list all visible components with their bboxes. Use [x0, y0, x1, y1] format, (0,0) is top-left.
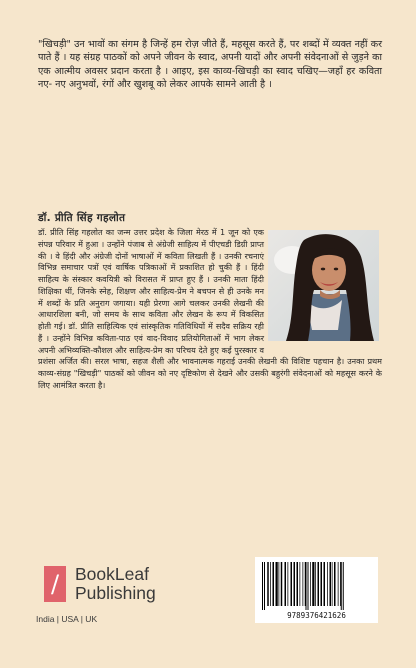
barcode: [255, 557, 378, 623]
author-bio: डॉ. प्रीति सिंह गहलोत का जन्म उत्तर प्रदेश के जिला मेरठ में 1 जून को एक संपन्न परिवार में हुआ । उन्होंने पंजाब से अंग्रेजी साहित्य में पीएचडी डिग्री प्राप्त की । वे हिंदी और अंग्रेजी दोनों भाषाओं में कविता लिखती हैं । उनकी रचनाएं विभिन्न समाचार पत्रों एवं वार्षिक पत्रिकाओं में प्रकाशित हो चुकी हैं । हिंदी साहित्य के संस्कार कवयित्री को विरासत में प्राप्त हुए हैं । उनकी माता हिंदी शिक्षिका थीं, जिनके स्नेह, शिक्षण और साहित्य-प्रेम ने बचपन से ही उनके मन में शब्दों के प्रति अनुराग जगाया। यही प्रेरणा आगे चलकर उनकी लेखनी की आधारशिला बनी, जो समय के साथ कविता और लेखन के रूप में विकसित होती गई। डॉ. प्रीति साहित्यिक एवं सांस्कृतिक गतिविधियों में सदैव सक्रिय रही हैं । उन्होंने विभिन्न कविता-पाठ एवं वाद-विवाद प्रतियोगिताओं में भाग लेकर अपनी अभिव्यक्ति-कौशल और साहित्य-प्रेम का परिचय देते हुए कई पुरस्कार व प्रशंसा अर्जित की। सरल भाषा, सहज शैली और भावनात्मक गहराई उनकी लेखनी की विशिष्ट पहचान है। उनका प्रथम काव्य-संग्रह "खिचड़ी" पाठकों को जीवन को नए दृष्टिकोण से देखने और उसकी बहुरंगी संवेदनाओं को महसूस करने के लिए आमंत्रित करता है।: [38, 228, 382, 390]
barcode-bar: [273, 562, 275, 606]
barcode-bar: [343, 562, 344, 610]
back-cover-blurb: "खिचड़ी" उन भावों का संगम है जिन्हें हम रोज़ जीते हैं, महसूस करते हैं, पर शब्दों में व्यक्त नहीं कर पाते हैं । यह संग्रह पाठकों को अपने जीवन के स्वाद, अपनी यादों और अपनी संवेदनाओं से जुड़ने का एक आत्मीय अवसर प्रदान करता है । आइए, इस काव्य-खिचड़ी का स्वाद चखिए—जहाँ हर कविता नए- नए अनुभवों, रंगों और खुशबू को लेकर आपके सामने आती है ।: [38, 39, 382, 91]
publisher-name-line2: Publishing: [75, 583, 156, 603]
barcode-bar: [341, 562, 342, 610]
barcode-bar: [285, 562, 287, 606]
barcode-bar: [306, 562, 307, 610]
barcode-bar: [312, 562, 314, 606]
publisher-tagline: India | USA | UK: [36, 614, 98, 624]
barcode-bar: [308, 562, 309, 610]
slash-icon: /: [50, 570, 60, 598]
barcode-bar: [264, 562, 265, 610]
barcode-bar: [300, 562, 301, 606]
barcode-bar: [297, 562, 299, 606]
barcode-bar: [294, 562, 296, 606]
publisher-name: [75, 565, 156, 603]
barcode-bar: [324, 562, 326, 606]
isbn-number: 9789376421626: [287, 611, 346, 620]
barcode-bar: [327, 562, 328, 606]
barcode-bar: [315, 562, 316, 606]
barcode-bar: [270, 562, 271, 606]
barcode-bar: [291, 562, 293, 606]
barcode-bar: [303, 562, 304, 606]
publisher-name-line1: BookLeaf: [75, 564, 149, 584]
barcode-bars: [260, 562, 373, 610]
barcode-bar: [267, 562, 269, 606]
barcode-bar: [262, 562, 263, 610]
barcode-bar: [279, 562, 280, 606]
barcode-bar: [321, 562, 323, 606]
author-name: डॉ. प्रीति सिंह गहलोत: [38, 212, 126, 224]
barcode-bar: [338, 562, 339, 606]
barcode-bar: [340, 562, 341, 606]
barcode-bar: [305, 562, 306, 606]
barcode-bar: [310, 562, 311, 606]
barcode-bar: [334, 562, 336, 606]
barcode-bar: [288, 562, 289, 606]
barcode-bar: [276, 562, 278, 606]
barcode-bar: [318, 562, 320, 606]
publisher-logo-mark: [44, 566, 66, 602]
barcode-bar: [281, 562, 283, 606]
barcode-bar: [332, 562, 333, 606]
barcode-bar: [330, 562, 332, 606]
